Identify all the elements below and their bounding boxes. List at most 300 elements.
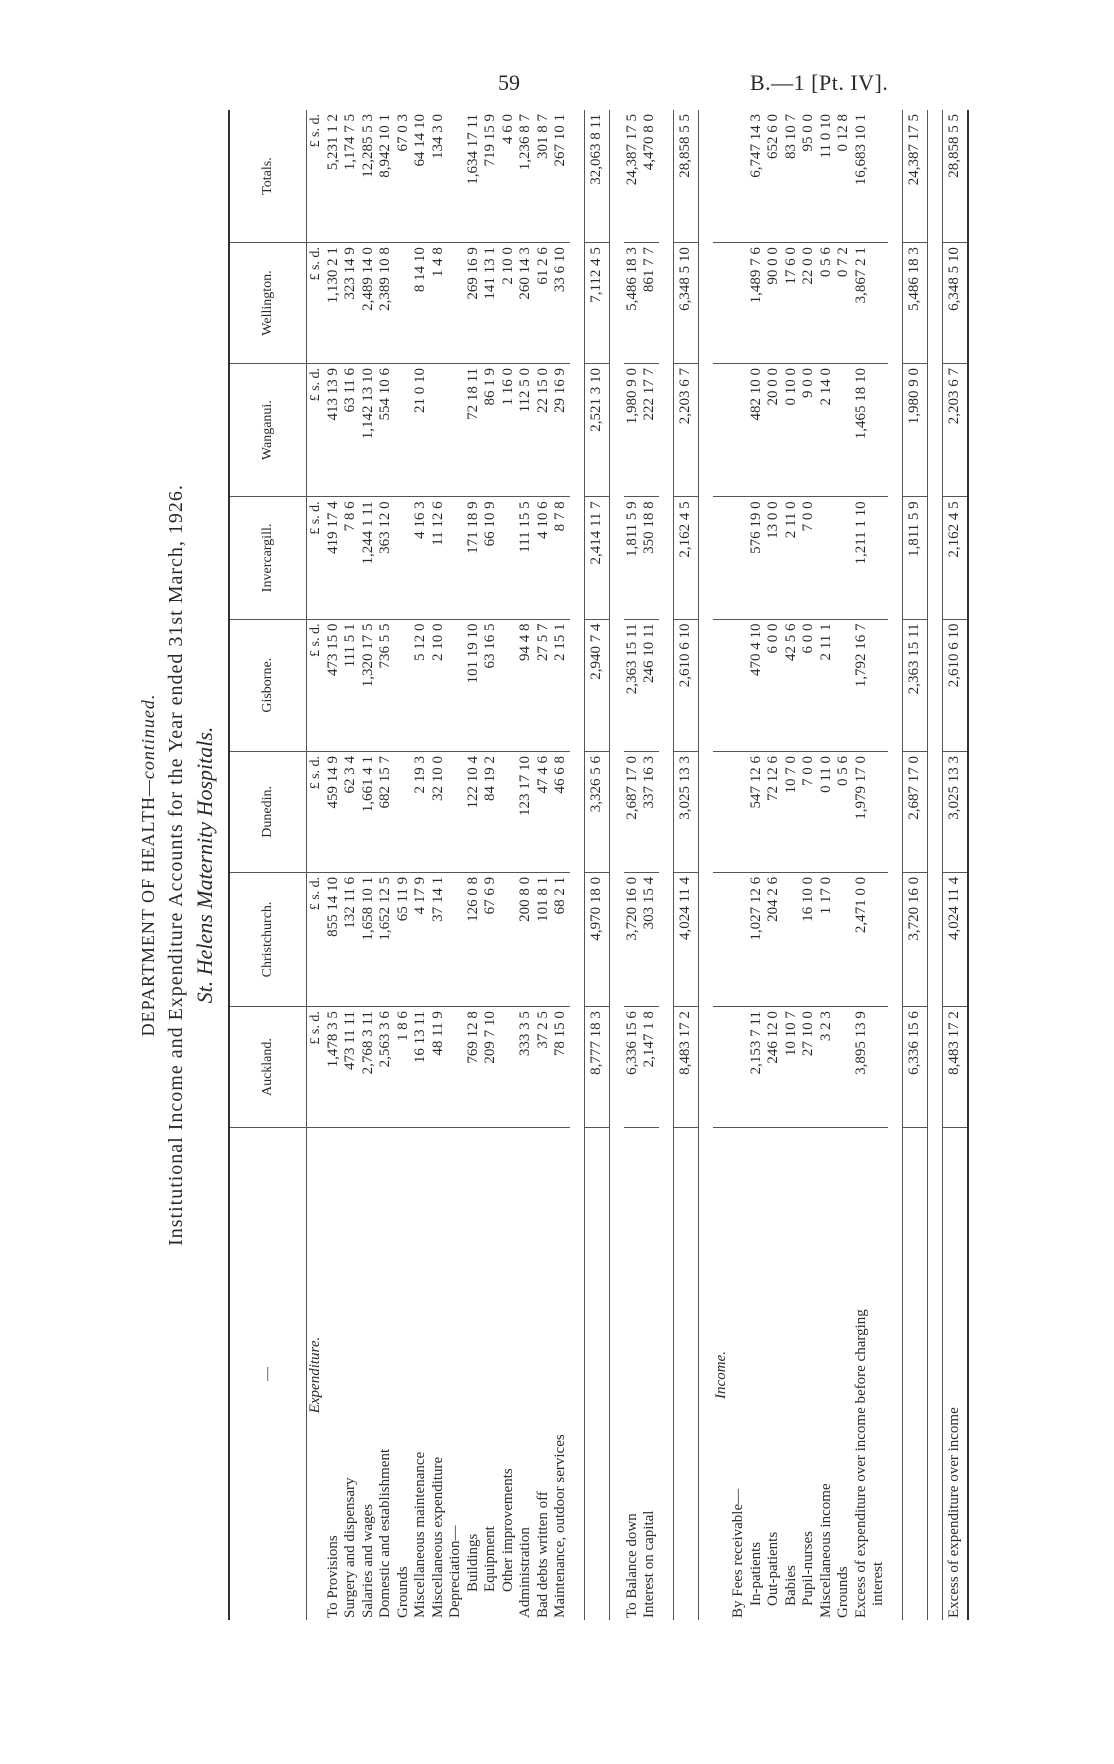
amount-cell [730, 363, 748, 496]
amount-cell [870, 363, 888, 496]
amount-cell: 4,024 11 4 [673, 872, 698, 1006]
amount-cell [395, 497, 413, 619]
corner-header: — [229, 1128, 307, 1621]
section-heading-expenditure: Expenditure. [307, 1336, 323, 1414]
row-label: Excess of expenditure over income [942, 1128, 968, 1621]
amount-cell: 132 11 6 [342, 872, 360, 1006]
amount-cell [870, 1007, 888, 1128]
amount-cell: 459 14 9 [325, 751, 343, 872]
spacer-row [570, 110, 585, 1620]
amount-cell: 1,320 17 5 [360, 619, 378, 751]
title-block [138, 110, 218, 1620]
amount-cell: 260 14 3 [517, 243, 535, 364]
amount-cell: 6,348 5 10 [673, 243, 698, 364]
amount-cell: 2,414 11 7 [584, 497, 609, 619]
amount-cell: 10 10 7 [783, 1007, 801, 1128]
row-label: Pupil-nurses [800, 1531, 816, 1606]
row-label: Buildings [464, 1533, 481, 1592]
amount-cell: 5 12 0 [412, 619, 430, 751]
amount-cell: 63 11 6 [342, 363, 360, 496]
amount-cell: 2,489 14 0 [360, 243, 378, 364]
amount-cell [835, 363, 853, 496]
amount-cell: 11 12 6 [430, 497, 448, 619]
amount-cell [835, 497, 853, 619]
amount-cell: 16 13 11 [412, 1007, 430, 1128]
amount-cell [500, 497, 518, 619]
amount-cell [870, 751, 888, 872]
table-row [624, 110, 642, 1620]
amount-cell [447, 363, 465, 496]
amount-cell: 413 13 9 [325, 363, 343, 496]
amount-cell: 267 10 1 [552, 110, 570, 243]
units-cell: £ s. d. [307, 619, 325, 751]
amount-cell: 47 4 6 [535, 751, 553, 872]
table-row [360, 110, 378, 1620]
amount-cell: 8,942 10 1 [377, 110, 395, 243]
table-row [465, 110, 483, 1620]
row-label: Miscellaneous income [817, 1483, 834, 1618]
amount-cell: 1,236 8 7 [517, 110, 535, 243]
amount-cell: 4 10 6 [535, 497, 553, 619]
amount-cell: 111 15 5 [517, 497, 535, 619]
amount-cell: 21 0 10 [412, 363, 430, 496]
amount-cell: 3,867 2 1 [853, 243, 871, 364]
amount-cell: 2,153 7 11 [748, 1007, 766, 1128]
table-row [853, 110, 871, 1620]
amount-cell [447, 872, 465, 1006]
amount-cell: 204 2 6 [765, 872, 783, 1006]
amount-cell [870, 872, 888, 1006]
amount-cell: 29 16 9 [552, 363, 570, 496]
amount-cell [835, 872, 853, 1006]
amount-cell: 333 3 5 [517, 1007, 535, 1128]
amount-cell: 3,326 5 6 [584, 751, 609, 872]
amount-cell: 419 17 4 [325, 497, 343, 619]
amount-cell: 246 12 0 [765, 1007, 783, 1128]
amount-cell: 0 5 6 [818, 243, 836, 364]
amount-cell: 122 10 4 [465, 751, 483, 872]
row-label: Bad debts written off [534, 1491, 551, 1618]
amount-cell: 2,687 17 0 [902, 751, 927, 872]
amount-cell: 7 0 0 [800, 751, 818, 872]
row-label: Grounds [835, 1566, 851, 1618]
amount-cell [447, 1007, 465, 1128]
amount-cell: 1,661 4 1 [360, 751, 378, 872]
amount-cell: 2,203 6 7 [942, 363, 968, 496]
table-row [942, 110, 968, 1620]
section-heading-income: Income. [712, 1351, 729, 1399]
amount-cell: 473 11 11 [342, 1007, 360, 1128]
amount-cell: 5,231 1 2 [325, 110, 343, 243]
amount-cell: 3 2 3 [818, 1007, 836, 1128]
amount-cell: 861 7 7 [641, 243, 659, 364]
amount-cell: 111 5 1 [342, 619, 360, 751]
amount-cell: 90 0 0 [765, 243, 783, 364]
amount-cell: 27 5 7 [535, 619, 553, 751]
table-row [765, 110, 783, 1620]
amount-cell: 10 7 0 [783, 751, 801, 872]
amount-cell [500, 751, 518, 872]
amount-cell: 2 15 1 [552, 619, 570, 751]
amount-cell: 1,652 12 5 [377, 872, 395, 1006]
col-header-auckland: Auckland. [229, 1007, 307, 1128]
department-name: DEPARTMENT OF HEALTH [138, 796, 158, 1037]
table-row [552, 110, 570, 1620]
row-label: Excess of expenditure over income before charging [852, 1309, 869, 1618]
amount-cell: 16 10 0 [800, 872, 818, 1006]
amount-cell: 28,858 5 5 [673, 110, 698, 243]
amount-cell [447, 497, 465, 619]
amount-cell: 547 12 6 [748, 751, 766, 872]
amount-cell: 652 6 0 [765, 110, 783, 243]
amount-cell [870, 497, 888, 619]
amount-cell: 123 17 10 [517, 751, 535, 872]
row-label: To Provisions [324, 1535, 341, 1618]
amount-cell [395, 363, 413, 496]
amount-cell: 3,025 13 3 [942, 751, 968, 872]
amount-cell: 1,811 5 9 [624, 497, 642, 619]
row-label: Depreciation— [447, 1525, 463, 1618]
amount-cell: 62 3 4 [342, 751, 360, 872]
table-row [517, 110, 535, 1620]
row-label: Babies [782, 1565, 799, 1606]
amount-cell [730, 751, 748, 872]
amount-cell: 303 15 4 [641, 872, 659, 1006]
amount-cell: 42 5 6 [783, 619, 801, 751]
amount-cell: 72 18 11 [465, 363, 483, 496]
amount-cell: 1,658 10 1 [360, 872, 378, 1006]
amount-cell: 37 2 5 [535, 1007, 553, 1128]
amount-cell: 171 18 9 [465, 497, 483, 619]
amount-cell: 78 15 0 [552, 1007, 570, 1128]
row-label [584, 1128, 609, 1621]
amount-cell: 1 4 8 [430, 243, 448, 364]
row-label: Interest on capital [641, 1510, 657, 1618]
page-reference: B.—1 [Pt. IV]. [750, 70, 889, 95]
amount-cell: 9 0 0 [800, 363, 818, 496]
row-label [902, 1128, 927, 1621]
row-label: Administration [517, 1527, 533, 1618]
amount-cell: 1,979 17 0 [853, 751, 871, 872]
amount-cell: 61 2 6 [535, 243, 553, 364]
amount-cell: 482 10 0 [748, 363, 766, 496]
amount-cell [500, 1007, 518, 1128]
units-cell: £ s. d. [307, 110, 325, 243]
amount-cell [430, 363, 448, 496]
amount-cell [395, 243, 413, 364]
col-header-wellington: Wellington. [229, 243, 307, 364]
units-cell: £ s. d. [307, 243, 325, 364]
amount-cell: 8,483 17 2 [673, 1007, 698, 1128]
amount-cell: 2,363 15 11 [902, 619, 927, 751]
amount-cell: 28,858 5 5 [942, 110, 968, 243]
amount-cell: 3,720 16 0 [902, 872, 927, 1006]
amount-cell: 7 8 6 [342, 497, 360, 619]
amount-cell: 84 19 2 [482, 751, 500, 872]
row-label: Out-patients [765, 1531, 781, 1606]
amount-cell: 6,336 15 6 [902, 1007, 927, 1128]
amount-cell: 72 12 6 [765, 751, 783, 872]
row-label [673, 1128, 698, 1621]
amount-cell: 83 10 7 [783, 110, 801, 243]
table-row [800, 110, 818, 1620]
amount-cell: 6,336 15 6 [624, 1007, 642, 1128]
amount-cell [447, 110, 465, 243]
amount-cell: 269 16 9 [465, 243, 483, 364]
amount-cell: 301 8 7 [535, 110, 553, 243]
units-cell: £ s. d. [307, 751, 325, 872]
amount-cell [447, 243, 465, 364]
units-row [307, 110, 325, 1620]
table-row [641, 110, 659, 1620]
amount-cell: 5,486 18 3 [624, 243, 642, 364]
amount-cell: 63 16 5 [482, 619, 500, 751]
amount-cell [500, 872, 518, 1006]
amount-cell: 222 17 7 [641, 363, 659, 496]
amount-cell: 24,387 17 5 [624, 110, 642, 243]
amount-cell: 2,610 6 10 [942, 619, 968, 751]
amount-cell: 6 0 0 [765, 619, 783, 751]
rotated-table-block [138, 110, 962, 1620]
units-cell: £ s. d. [307, 497, 325, 619]
amount-cell: 13 0 0 [765, 497, 783, 619]
amount-cell: 1,142 13 10 [360, 363, 378, 496]
amount-cell: 1,478 3 5 [325, 1007, 343, 1128]
document-title: Institutional Income and Expenditure Accounts for the Year ended 31st March, 1926. [165, 484, 187, 1246]
amount-cell: 67 6 9 [482, 872, 500, 1006]
table-row [500, 110, 518, 1620]
amount-cell: 2 19 3 [412, 751, 430, 872]
units-cell: £ s. d. [307, 872, 325, 1006]
table-row [818, 110, 836, 1620]
amount-cell: 1,027 12 6 [748, 872, 766, 1006]
amount-cell: 855 14 10 [325, 872, 343, 1006]
amount-cell [730, 1007, 748, 1128]
table-row [870, 110, 888, 1620]
amount-cell: 2,563 3 6 [377, 1007, 395, 1128]
amount-cell: 2,147 1 8 [641, 1007, 659, 1128]
amount-cell: 3,720 16 0 [624, 872, 642, 1006]
amount-cell: 1,980 9 0 [624, 363, 642, 496]
amount-cell: 8 14 10 [412, 243, 430, 364]
amount-cell: 2,521 3 10 [584, 363, 609, 496]
amount-cell: 2 10 0 [500, 243, 518, 364]
table-row [377, 110, 395, 1620]
amount-cell: 12,285 5 3 [360, 110, 378, 243]
row-label: Equipment [482, 1526, 498, 1592]
amount-cell: 2,687 17 0 [624, 751, 642, 872]
page-number: 59 [498, 70, 520, 95]
amount-cell [730, 619, 748, 751]
table-row [395, 110, 413, 1620]
amount-cell: 48 11 9 [430, 1007, 448, 1128]
amount-cell: 22 15 0 [535, 363, 553, 496]
amount-cell [730, 497, 748, 619]
col-header-totals: Totals. [229, 110, 307, 243]
amount-cell: 4,470 8 0 [641, 110, 659, 243]
amount-cell: 4 17 9 [412, 872, 430, 1006]
table-row [730, 110, 748, 1620]
amount-cell [500, 619, 518, 751]
amount-cell: 20 0 0 [765, 363, 783, 496]
amount-cell: 101 19 10 [465, 619, 483, 751]
amount-cell [835, 1007, 853, 1128]
row-label: Grounds [394, 1566, 411, 1618]
column-header-row [229, 110, 307, 1620]
amount-cell: 0 7 2 [835, 243, 853, 364]
amount-cell: 0 11 0 [818, 751, 836, 872]
row-label: Other improvements [499, 1468, 516, 1592]
amount-cell: 2,162 4 5 [673, 497, 698, 619]
amount-cell: 246 10 11 [641, 619, 659, 751]
amount-cell: 65 11 9 [395, 872, 413, 1006]
amount-cell: 1,174 7 5 [342, 110, 360, 243]
amount-cell: 576 19 0 [748, 497, 766, 619]
table-row [783, 110, 801, 1620]
table-row [325, 110, 343, 1620]
spacer-row [888, 110, 903, 1620]
amount-cell: 2,162 4 5 [942, 497, 968, 619]
amount-cell: 1,792 16 7 [853, 619, 871, 751]
amount-cell [447, 751, 465, 872]
total-row [673, 110, 698, 1620]
amount-cell [447, 619, 465, 751]
amount-cell: 337 16 3 [641, 751, 659, 872]
amount-cell [730, 110, 748, 243]
row-label: In-patients [747, 1541, 764, 1606]
amount-cell: 141 13 1 [482, 243, 500, 364]
table-row [748, 110, 766, 1620]
col-header-gisborne: Gisborne. [229, 619, 307, 751]
amount-cell: 6 0 0 [800, 619, 818, 751]
amount-cell: 17 6 0 [783, 243, 801, 364]
table-row [342, 110, 360, 1620]
units-cell: £ s. d. [307, 363, 325, 496]
amount-cell: 2,203 6 7 [673, 363, 698, 496]
amount-cell: 46 6 8 [552, 751, 570, 872]
amount-cell: 126 0 8 [465, 872, 483, 1006]
amount-cell: 5,486 18 3 [902, 243, 927, 364]
amount-cell: 3,025 13 3 [673, 751, 698, 872]
amount-cell: 7 0 0 [800, 497, 818, 619]
amount-cell: 64 14 10 [412, 110, 430, 243]
amount-cell: 2,940 7 4 [584, 619, 609, 751]
amount-cell: 24,387 17 5 [902, 110, 927, 243]
amount-cell: 68 2 1 [552, 872, 570, 1006]
amount-cell: 2 11 1 [818, 619, 836, 751]
amount-cell [835, 619, 853, 751]
amount-cell: 33 6 10 [552, 243, 570, 364]
amount-cell: 101 8 1 [535, 872, 553, 1006]
amount-cell [870, 619, 888, 751]
amount-cell: 1,465 18 10 [853, 363, 871, 496]
spacer-row [609, 110, 624, 1620]
amount-cell: 736 5 5 [377, 619, 395, 751]
amount-cell: 1,211 1 10 [853, 497, 871, 619]
amount-cell: 37 14 1 [430, 872, 448, 1006]
amount-cell: 4 16 3 [412, 497, 430, 619]
total-row [584, 110, 609, 1620]
spacer-row [659, 110, 674, 1620]
document-subtitle: St. Helens Maternity Hospitals. [192, 726, 217, 1004]
row-label: Salaries and wages [359, 1503, 376, 1618]
col-header-invercargill: Invercargill. [229, 497, 307, 619]
row-label: Miscellaneous maintenance [412, 1451, 428, 1618]
row-label: interest [870, 1561, 886, 1606]
amount-cell: 86 1 9 [482, 363, 500, 496]
amount-cell: 1,489 7 6 [748, 243, 766, 364]
amount-cell: 2 14 0 [818, 363, 836, 496]
amount-cell: 1,130 2 1 [325, 243, 343, 364]
amount-cell: 4,024 11 4 [942, 872, 968, 1006]
department-heading [138, 110, 159, 1620]
amount-cell: 27 10 0 [800, 1007, 818, 1128]
table-row [412, 110, 430, 1620]
amount-cell: 8 7 8 [552, 497, 570, 619]
amount-cell: 8,483 17 2 [942, 1007, 968, 1128]
amount-cell: 67 0 3 [395, 110, 413, 243]
table-row [535, 110, 553, 1620]
amount-cell: 2,363 15 11 [624, 619, 642, 751]
amount-cell: 16,683 10 1 [853, 110, 871, 243]
amount-cell: 134 3 0 [430, 110, 448, 243]
amount-cell: 3,895 13 9 [853, 1007, 871, 1128]
amount-cell [395, 619, 413, 751]
amount-cell: 8,777 18 3 [584, 1007, 609, 1128]
amount-cell: 363 12 0 [377, 497, 395, 619]
amount-cell: 66 10 9 [482, 497, 500, 619]
amount-cell: 4 6 0 [500, 110, 518, 243]
total-row [902, 110, 927, 1620]
amount-cell [818, 497, 836, 619]
accounts-table [228, 110, 969, 1620]
amount-cell: 32,063 8 11 [584, 110, 609, 243]
row-label: Maintenance, outdoor services [552, 1434, 568, 1618]
amount-cell: 6,348 5 10 [942, 243, 968, 364]
amount-cell: 2,389 10 8 [377, 243, 395, 364]
amount-cell: 2,610 6 10 [673, 619, 698, 751]
table-row [447, 110, 465, 1620]
amount-cell: 95 0 0 [800, 110, 818, 243]
amount-cell: 350 18 8 [641, 497, 659, 619]
amount-cell [730, 872, 748, 1006]
amount-cell: 112 5 0 [517, 363, 535, 496]
amount-cell: 0 5 6 [835, 751, 853, 872]
amount-cell: 769 12 8 [465, 1007, 483, 1128]
amount-cell: 470 4 10 [748, 619, 766, 751]
row-label: Surgery and dispensary [342, 1477, 358, 1618]
amount-cell: 2,471 0 0 [853, 872, 871, 1006]
table-row [430, 110, 448, 1620]
amount-cell: 209 7 10 [482, 1007, 500, 1128]
amount-cell: 11 0 10 [818, 110, 836, 243]
row-label: Miscellaneous expenditure [429, 1456, 446, 1618]
amount-cell: 0 10 0 [783, 363, 801, 496]
amount-cell: 719 15 9 [482, 110, 500, 243]
amount-cell: 1,980 9 0 [902, 363, 927, 496]
amount-cell: 473 15 0 [325, 619, 343, 751]
continued-note: —continued. [138, 693, 158, 797]
col-header-wanganui: Wanganui. [229, 363, 307, 496]
amount-cell: 94 4 8 [517, 619, 535, 751]
col-header-dunedin: Dunedin. [229, 751, 307, 872]
amount-cell: 0 12 8 [835, 110, 853, 243]
amount-cell: 554 10 6 [377, 363, 395, 496]
amount-cell: 1,244 1 11 [360, 497, 378, 619]
amount-cell: 200 8 0 [517, 872, 535, 1006]
amount-cell: 6,747 14 3 [748, 110, 766, 243]
amount-cell: 1,811 5 9 [902, 497, 927, 619]
